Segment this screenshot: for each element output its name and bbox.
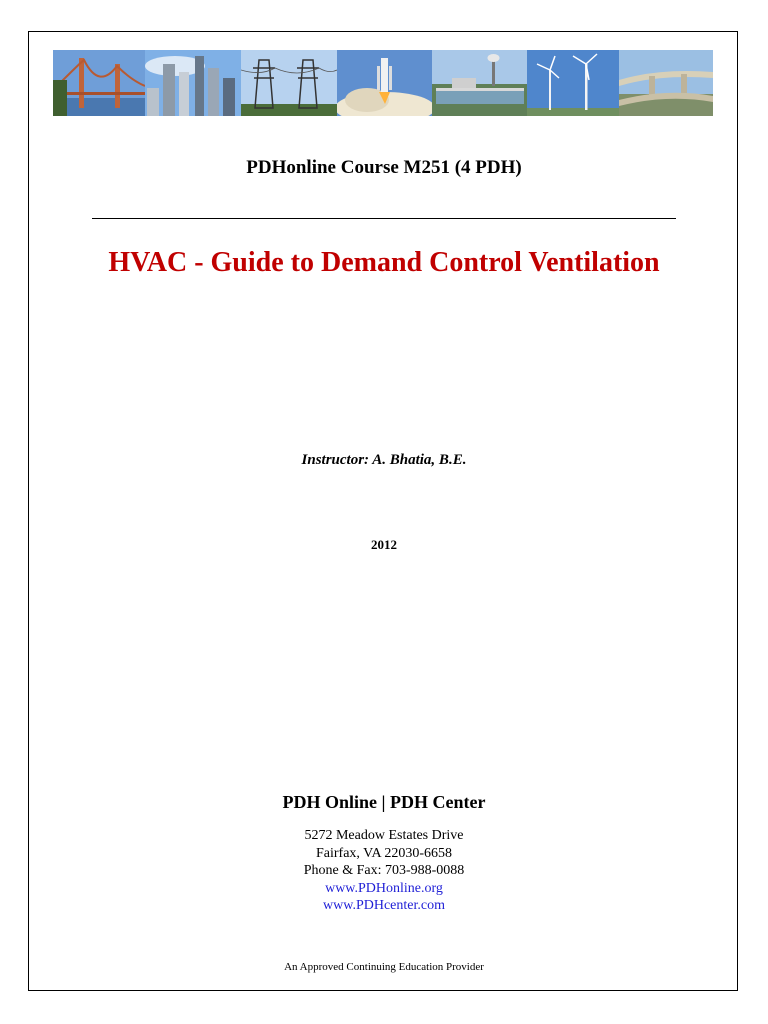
course-identifier: PDHonline Course M251 (4 PDH) bbox=[246, 157, 522, 178]
street-address: 5272 Meadow Estates Drive bbox=[304, 828, 464, 843]
phone-fax: Phone & Fax: 703-988-0088 bbox=[303, 863, 465, 878]
header-photo-banner bbox=[53, 50, 713, 116]
power-lines-image bbox=[241, 50, 337, 116]
highway-overpass-image bbox=[619, 50, 713, 116]
publication-year: 2012 bbox=[371, 537, 397, 552]
organization-name: PDH Online | PDH Center bbox=[282, 792, 486, 812]
instructor-line: Instructor: A. Bhatia, B.E. bbox=[301, 452, 467, 468]
course-title: HVAC - Guide to Demand Control Ventilation bbox=[108, 247, 660, 278]
city-state-zip: Fairfax, VA 22030-6658 bbox=[316, 845, 452, 861]
golden-gate-bridge-image bbox=[53, 50, 145, 116]
water-treatment-image bbox=[432, 50, 527, 116]
pdhonline-link[interactable]: www.PDHonline.org bbox=[325, 880, 443, 896]
horizontal-rule bbox=[92, 218, 676, 219]
pdhcenter-link[interactable]: www.PDHcenter.com bbox=[323, 898, 445, 913]
wind-turbines-image bbox=[527, 50, 619, 116]
skyscrapers-image bbox=[145, 50, 241, 116]
contact-block bbox=[0, 827, 768, 915]
shuttle-launch-image bbox=[337, 50, 432, 116]
provider-note: An Approved Continuing Education Provider bbox=[284, 961, 484, 973]
